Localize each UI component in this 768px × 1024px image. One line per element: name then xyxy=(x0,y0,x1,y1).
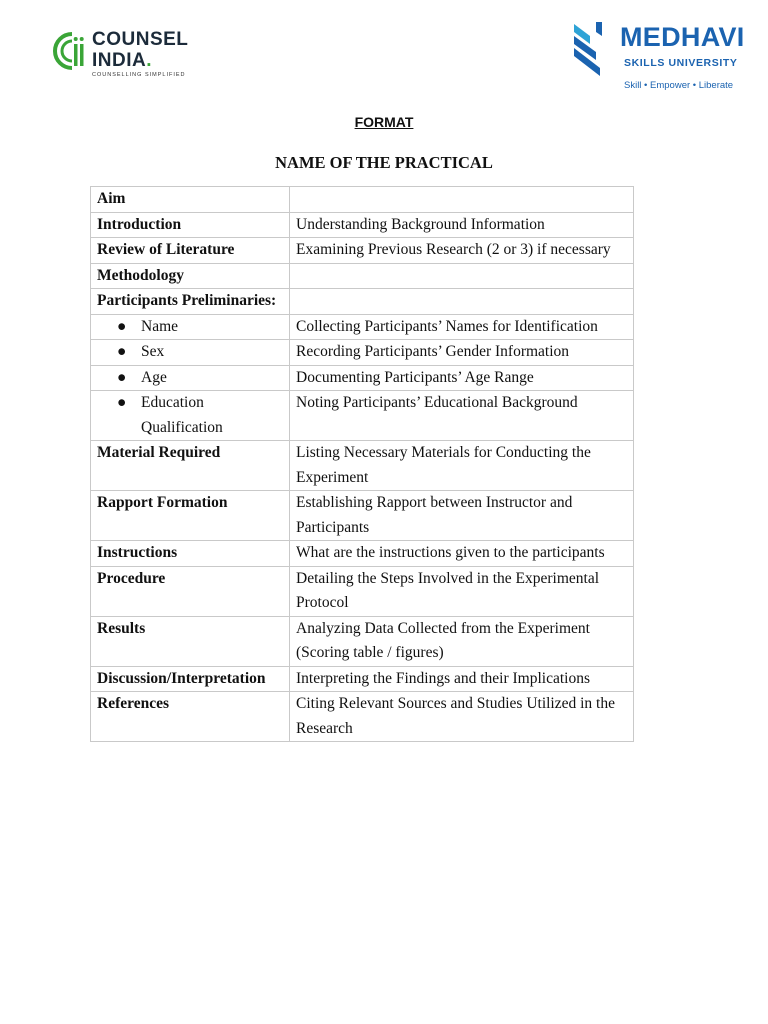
bullet-icon: ● xyxy=(117,343,127,360)
table-row xyxy=(91,666,634,692)
table-row xyxy=(91,263,634,289)
medhavi-tagline: Skill • Empower • Liberate xyxy=(624,80,734,91)
table-row xyxy=(91,566,634,616)
row-value: Understanding Background Information xyxy=(290,212,634,238)
medhavi-brand: MEDHAVI xyxy=(620,22,745,52)
table-row xyxy=(91,314,634,340)
counsel-india-tagline: COUNSELLING SIMPLIFIED xyxy=(92,72,186,78)
table-row xyxy=(91,289,634,315)
bullet-icon: ● xyxy=(117,317,127,335)
row-value: Establishing Rapport between Instructor and Participants xyxy=(290,491,634,541)
table-row xyxy=(91,616,634,666)
counsel-india-mark-icon xyxy=(52,30,90,72)
table-row xyxy=(91,391,634,441)
table-row xyxy=(91,238,634,264)
row-value: Documenting Participants’ Age Range xyxy=(290,365,634,391)
medhavi-logo xyxy=(570,14,750,91)
row-value: Noting Participants’ Educational Background xyxy=(290,391,634,441)
row-value: Detailing the Steps Involved in the Experimental Protocol xyxy=(290,566,634,616)
table-row xyxy=(91,441,634,491)
medhavi-subtitle: SKILLS UNIVERSITY xyxy=(624,57,738,69)
row-value xyxy=(290,187,634,213)
row-label: Participants Preliminaries: xyxy=(91,289,290,315)
row-value xyxy=(290,289,634,315)
row-label: References xyxy=(91,692,290,742)
row-label: Review of Literature xyxy=(91,238,290,264)
row-value: What are the instructions given to the participants xyxy=(290,541,634,567)
counsel-india-brand-line1: COUNSEL xyxy=(92,29,189,50)
format-title: FORMAT xyxy=(354,114,414,130)
row-value: Recording Participants’ Gender Information xyxy=(290,340,634,366)
practical-title: NAME OF THE PRACTICAL xyxy=(275,153,493,172)
counsel-india-logo xyxy=(52,28,202,82)
bullet-icon: ● xyxy=(117,394,127,411)
format-table xyxy=(90,186,634,742)
row-label: ● Sex xyxy=(91,340,290,366)
table-row xyxy=(91,212,634,238)
row-label: Material Required xyxy=(91,441,290,491)
row-label: Procedure xyxy=(91,566,290,616)
table-row xyxy=(91,340,634,366)
row-label: ● Age xyxy=(91,365,290,391)
row-value: Collecting Participants’ Names for Identification xyxy=(290,314,634,340)
row-label: Rapport Formation xyxy=(91,491,290,541)
table-row xyxy=(91,541,634,567)
counsel-india-brand-line2: INDIA. xyxy=(92,50,153,71)
row-value: Interpreting the Findings and their Implications xyxy=(290,666,634,692)
row-value: Analyzing Data Collected from the Experiment (Scoring table / figures) xyxy=(290,616,634,666)
table-row xyxy=(91,491,634,541)
row-label: Instructions xyxy=(91,541,290,567)
row-label: Results xyxy=(91,616,290,666)
row-label: ● Education Qualification xyxy=(91,391,290,441)
bullet-icon: ● xyxy=(117,368,127,386)
medhavi-mark-icon xyxy=(570,18,616,80)
table-row xyxy=(91,692,634,742)
row-label: Aim xyxy=(91,187,290,213)
row-value: Citing Relevant Sources and Studies Utilized in the Research xyxy=(290,692,634,742)
row-label: ● Name xyxy=(91,314,290,340)
row-value: Examining Previous Research (2 or 3) if necessary xyxy=(290,238,634,264)
row-label: Methodology xyxy=(91,263,290,289)
row-label: Discussion/Interpretation xyxy=(91,666,290,692)
table-row xyxy=(91,365,634,391)
row-value: Listing Necessary Materials for Conducting the Experiment xyxy=(290,441,634,491)
row-label: Introduction xyxy=(91,212,290,238)
table-row xyxy=(91,187,634,213)
row-value xyxy=(290,263,634,289)
